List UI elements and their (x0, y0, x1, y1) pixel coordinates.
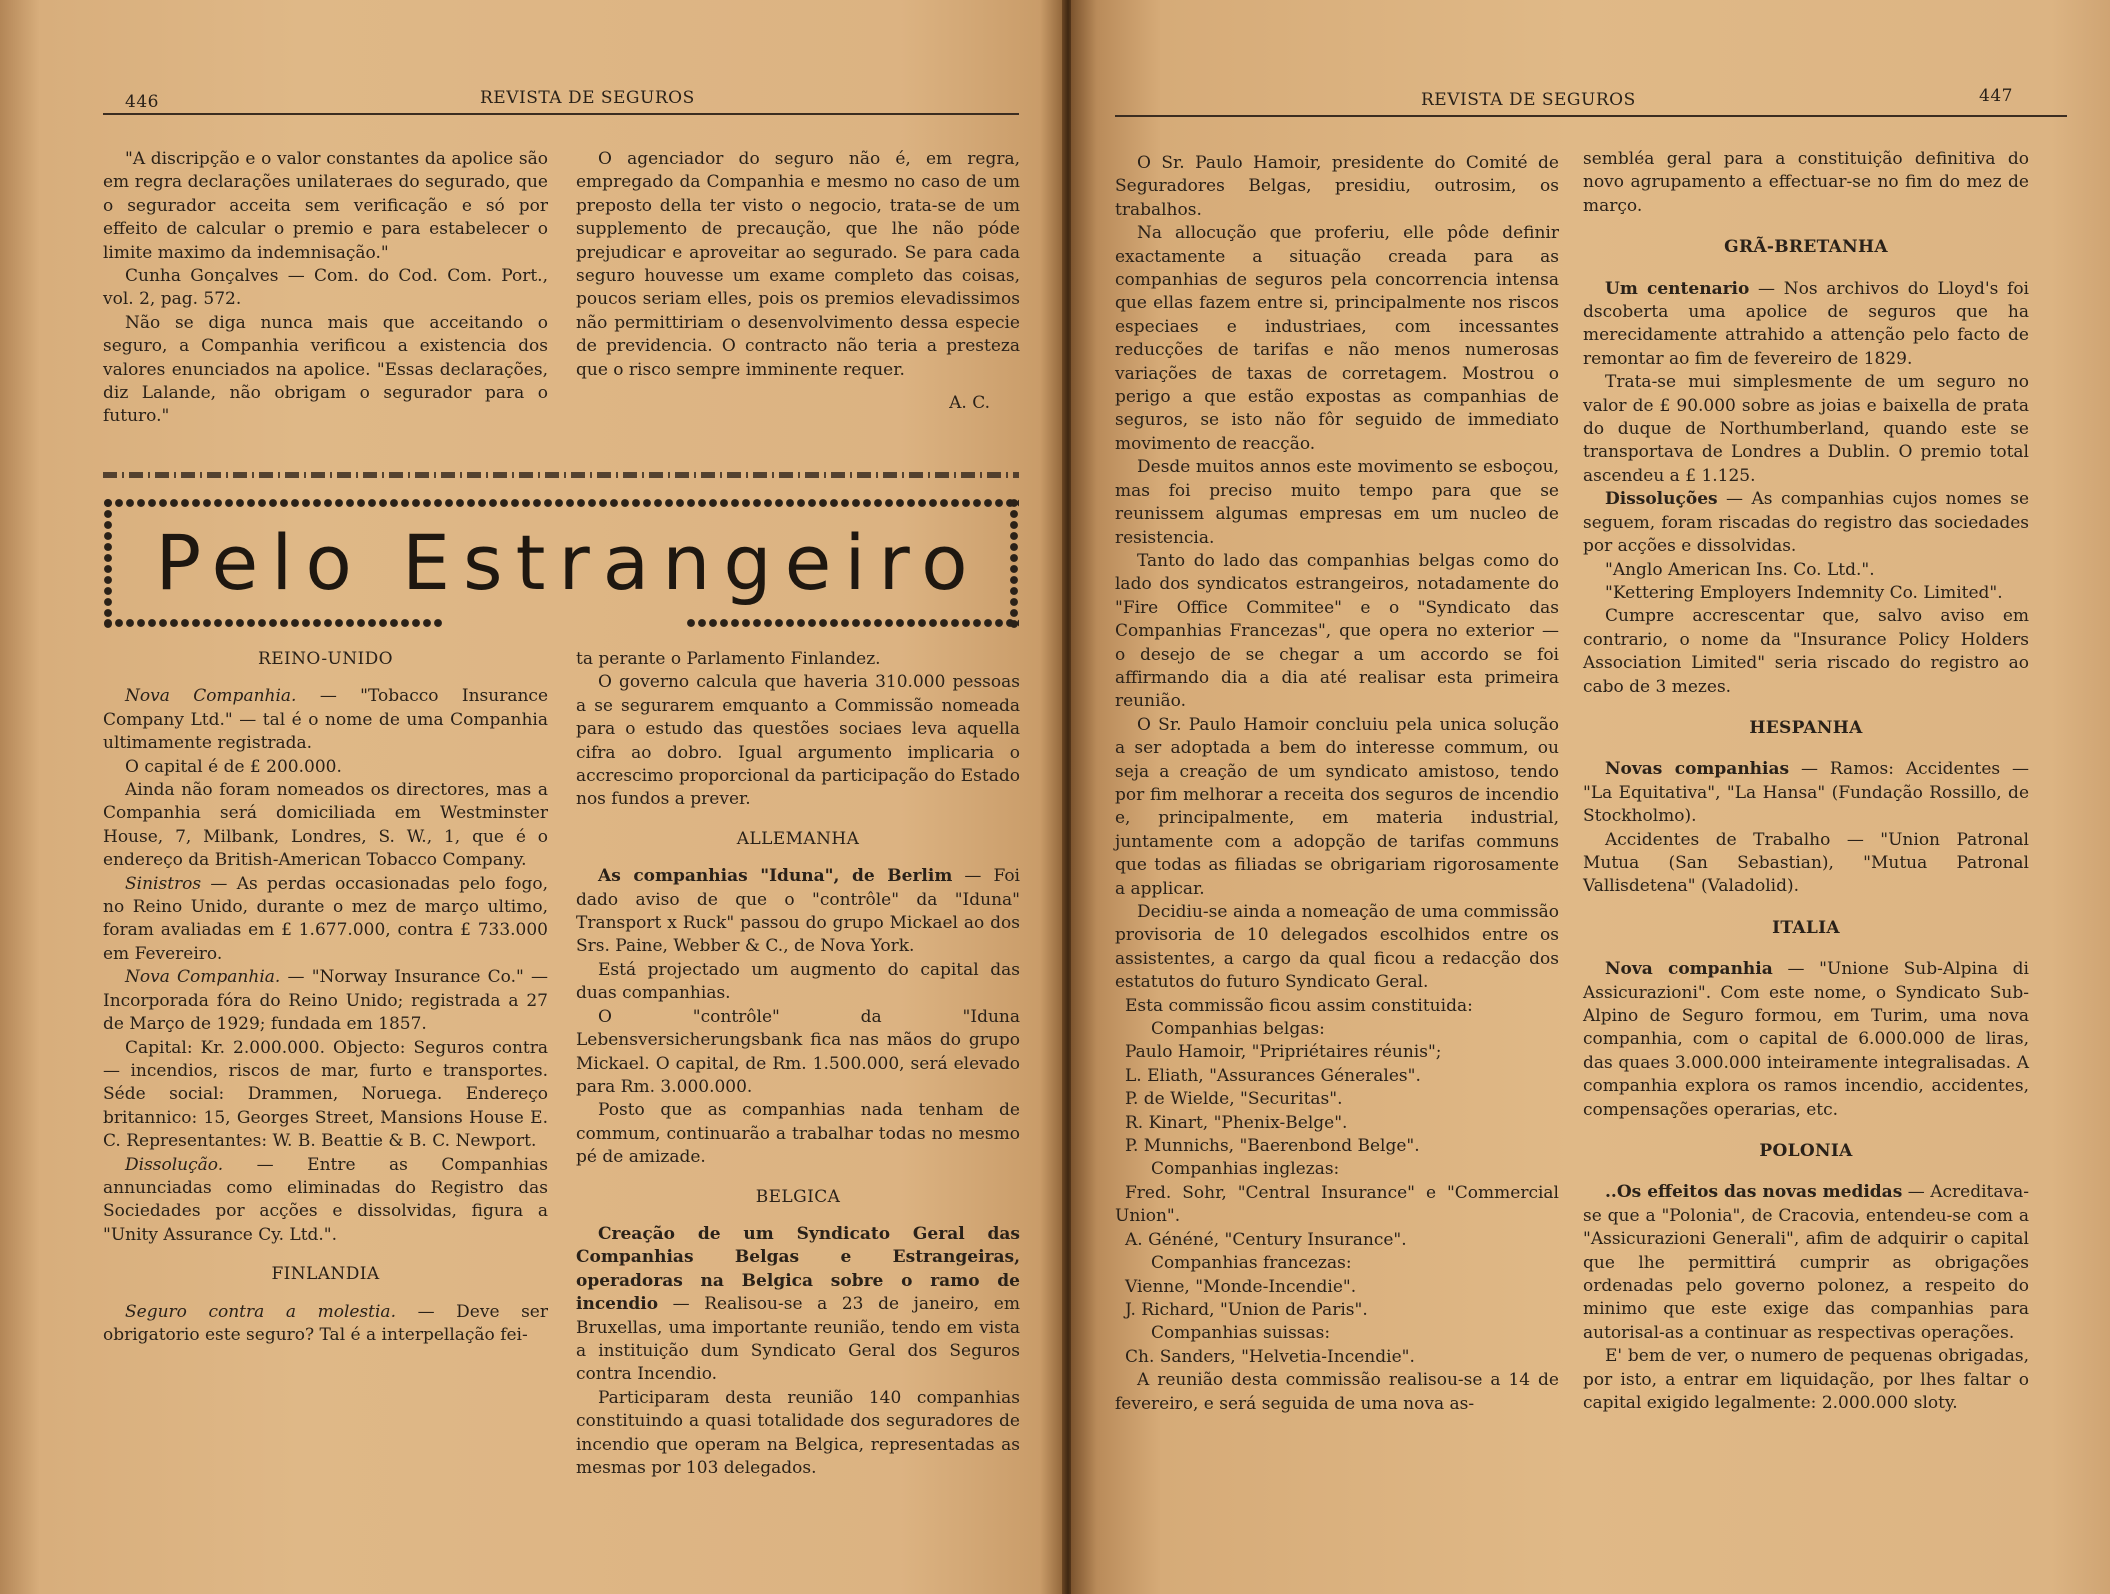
running-head-right: REVISTA DE SEGUROS (1421, 90, 1636, 110)
list-companhias-inglezas: Companhias inglezas: (1151, 1159, 1340, 1180)
northumberland-paragraph: Trata-se mui simplesmente de um seguro no valor de £ 90.000 sobre as joias e baixella de prata do duque de Northumberland, quando este se transportava de Londres a Dublin. O premio total ascendeu a £ 1.125. (1583, 372, 2029, 486)
belgica-participaram-paragraph: Participaram desta reunião 140 companhias constituindo a quasi totalidade dos seguradores de incendio que operam na Belgica, representadas as mesmas por 103 delegados. (576, 1387, 1020, 1478)
section-divider (103, 472, 1019, 478)
iduna-controle-paragraph: O "contrôle" da "Iduna Lebensversicherungsbank fica nas mãos do grupo Mickael. O capital, de Rm. 1.500.000, será elevado para Rm. 3.000.000. (576, 1006, 1020, 1097)
bead-border-left (103, 498, 113, 628)
list-vienne: Vienne, "Monde-Incendie". (1125, 1276, 1357, 1297)
list-munnichs: P. Munnichs, "Baerenbond Belge". (1125, 1136, 1420, 1157)
caption-italia: ITALIA (1772, 917, 1840, 938)
signature: A. C. (949, 393, 990, 414)
list-wielde: P. de Wielde, "Securitas". (1125, 1089, 1343, 1110)
citation-paragraph: Cunha Gonçalves — Com. do Cod. Com. Port., vol. 2, pag. 572. (103, 266, 548, 310)
left-col1-bottom (103, 648, 548, 1347)
text-nova-companhia-italia: — "Unione Sub-Alpina di Assicurazioni". Com este nome, o Syndicato Sub-Alpino de Seguro formou, em Turim, uma nova companhia, com o capital de 6.000.000 de liras, das quaes 3.000.000 inteiramente integralisadas. A companhia explora os ramos incendio, accidentes, compensações operarias, etc. (1583, 959, 2029, 1120)
text-dissolucao: — Entre as Companhias annunciadas como eliminadas do Registro das Sociedades por acções e dissolvidas, figura a "Unity Assurance Cy. Ltd.". (103, 1154, 548, 1245)
text-belgica: — Realisou-se a 23 de janeiro, em Bruxellas, uma importante reunião, tendo em vista a instituição dum Syndicato Geral dos Seguros contra Incendio. (576, 1294, 1020, 1385)
assembleia-continuation: sembléa geral para a constituição definitiva do novo agrupamento a effectuar-se no fim do mez de março. (1583, 149, 2029, 216)
hamoir-presidiu: O Sr. Paulo Hamoir, presidente do Comité de Seguradores Belgas, presidiu, outrosim, os trabalhos. (1115, 153, 1559, 220)
list-genene: A. Généné, "Century Insurance". (1125, 1229, 1407, 1250)
header-rule-left (103, 113, 1019, 115)
directores-paragraph: Ainda não foram nomeados os directores, mas a Companhia será domiciliada em Westminster House, 7, Milbank, Londres, S. W., 1, que é o endereço da British-American Tobacco Company. (103, 780, 548, 871)
centenario-paragraph (1583, 278, 2029, 372)
caption-polonia: POLONIA (1759, 1141, 1853, 1162)
list-companhias-belgas: Companhias belgas: (1151, 1019, 1325, 1040)
governo-paragraph: O governo calcula que haveria 310.000 pessoas a se segurarem emquanto a Commissão nomeada para o estudo das questões sociaes leva aquella cifra ao dobro. Igual argumento implicaria o accrescimo proporcional da participação do Estado nos fundos a prever. (576, 672, 1020, 810)
running-head-left: REVISTA DE SEGUROS (480, 88, 695, 108)
capital-paragraph: O capital é de £ 200.000. (125, 756, 342, 777)
sinistros-paragraph (103, 873, 548, 967)
text-nova-companhia-2: — "Norway Insurance Co." — Incorporada fóra do Reino Unido; registrada a 27 de Março de 1929; fundada em 1857. (103, 967, 548, 1035)
kettering: "Kettering Employers Indemnity Co. Limited". (1605, 582, 2003, 603)
right-col1 (1115, 152, 1559, 1416)
caption-hespanha: HESPANHA (1749, 717, 1863, 738)
lead-belgica: Creação de um Syndicato Geral das Companhias Belgas e Estrangeiras, operadoras na Belgica sobre o ramo de incendio (576, 1223, 1020, 1315)
lead-novas-companhias: Novas companhias (1605, 759, 1790, 780)
polonia-paragraph (1583, 1181, 2029, 1345)
agenciador-paragraph: O agenciador do seguro não é, em regra, empregado da Companhia e mesmo no caso de um preposto della ter visto o negocio, trata-se de um supplemento de precaução, que lhe não póde prejudicar e aproveitar ao segurado. Se para cada seguro houvesse um exame completo das coisas, poucos seriam elles, pois os premios elevadissimos não permittiriam o desenvolvimento dessa especie de previdencia. O contracto não teria a presteza que o risco sempre imminente requer. (576, 149, 1020, 380)
text-dissolucoes: — As companhias cujos nomes se seguem, foram riscadas do registro das sociedades por acções e dissolvidas. (1583, 489, 2030, 557)
nova-companhia-tobacco (103, 685, 548, 755)
text-sinistros: — As perdas occasionadas pelo fogo, no Reino Unido, durante o mez de março ultimo, foram avaliadas em £ 1.677.000, contra £ 733.000 em Fevereiro. (103, 873, 548, 964)
allocucao-paragraph: Na allocução que proferiu, elle pôde definir exactamente a situação creada para as companhias de seguros pela concorrencia intensa que ellas fazem entre si, principalmente nos riscos especiaes e industriaes, com incessantes reducções de tarifas e não menos numerosas variações de taxas de corretagem. Mostrou o perigo a que estão expostas as companhias de seguros, se isto não fôr seguido de immediato movimento de reacção. (1115, 223, 1559, 454)
list-sanders: Ch. Sanders, "Helvetia-Incendie". (1125, 1346, 1415, 1367)
commissao-constituida: Esta commissão ficou assim constituida: (1125, 995, 1473, 1016)
lead-centenario: Um centenario (1605, 278, 1750, 299)
lead-nova-companhia-italia: Nova companhia (1605, 959, 1773, 980)
list-richard: J. Richard, "Union de Paris". (1125, 1299, 1368, 1320)
caption-reino-unido: REINO-UNIDO (258, 649, 393, 669)
left-col2-bottom (576, 648, 1020, 1480)
page-number-right: 447 (1979, 86, 2013, 106)
text-seguro-molestia: — Deve ser obrigatorio este seguro? Tal é a interpellação fei- (103, 1301, 548, 1345)
movimento-paragraph: Desde muitos annos este movimento se esboçou, mas foi preciso muito tempo para que se reunissem algumas empresas em um nucleo de resistencia. (1115, 457, 1559, 548)
list-kinart: R. Kinart, "Phenix-Belge". (1125, 1112, 1348, 1133)
left-col1-top (103, 148, 548, 429)
lalande-paragraph: Não se diga nunca mais que acceitando o seguro, a Companhia verificou a existencia dos valores enunciados na apolice. "Essas declarações, diz Lalande, não obrigam o segurador para o futuro." (103, 312, 548, 427)
belgica-paragraph (576, 1223, 1020, 1387)
lead-iduna: As companhias "Iduna", de Berlim (598, 866, 953, 887)
iduna-paragraph (576, 865, 1020, 959)
lead-sinistros: Sinistros (125, 873, 202, 894)
unione-paragraph (1583, 958, 2029, 1122)
bead-border-top (103, 498, 1019, 508)
list-eliath: L. Eliath, "Assurances Génerales". (1125, 1065, 1421, 1086)
lead-dissolucoes: Dissoluções (1605, 489, 1718, 510)
bead-border-bottom-left (103, 618, 445, 628)
section-title-box (103, 498, 1019, 628)
dissolucao-paragraph (103, 1154, 548, 1248)
list-companhias-suissas: Companhias suissas: (1151, 1323, 1331, 1344)
bead-border-right (1009, 498, 1019, 628)
quote-paragraph: "A discripção e o valor constantes da apolice são em regra declarações unilateraes do segurado, que o segurador acceita sem verificação e só por effeito de calcular o premio e para estabelecer o limite maximo da indemnisação." (103, 149, 548, 263)
caption-gra-bretanha: GRÃ-BRETANHA (1724, 237, 1888, 258)
right-page (1071, 0, 2110, 1594)
text-centenario: — Nos archivos do Lloyd's foi dscoberta uma apolice de seguros que ha merecidamente attrahido a attenção pelo facto de remontar ao fim de fevereiro de 1829. (1583, 278, 2029, 369)
text-effeitos: — Acreditava-se que a "Polonia", de Cracovia, entendeu-se com a "Assicurazioni Generali", afim de adquirir o capital que lhe permittirá cumprir as obrigações ordenadas pelo governo polonez, a respeito do minimo que este exige das companhias para autorisal-as a continuar as respectivas operações. (1583, 1182, 2029, 1343)
left-col2-top (576, 148, 1020, 415)
iduna-capital-paragraph: Está projectado um augmento do capital das duas companhias. (576, 959, 1020, 1004)
list-companhias-francezas: Companhias francezas: (1151, 1253, 1352, 1274)
lead-nova-companhia: Nova Companhia. (125, 686, 297, 707)
text-iduna: — Foi dado aviso de que o "contrôle" da "Iduna" Transport x Ruck" passou do grupo Mickael ao dos Srs. Paine, Webber & C., de Nova York. (576, 866, 1020, 957)
finlandia-paragraph (103, 1301, 548, 1348)
lead-seguro-molestia: Seguro contra a molestia. (125, 1301, 396, 1322)
text-nova-companhia: — "Tobacco Insurance Company Ltd." — tal é o nome de uma Companhia ultimamente registrada. (103, 686, 548, 754)
caption-allemanha: ALLEMANHA (736, 828, 860, 849)
commissao-paragraph: Decidiu-se ainda a nomeação de uma commissão provisoria de 10 delegados escolhidos entre os assistentes, a cargo da qual ficou a redacção dos estatutos do futuro Syndicato Geral. (1115, 902, 1559, 993)
lead-dissolucao: Dissolução. (125, 1154, 224, 1175)
list-sohr: Fred. Sohr, "Central Insurance" e "Commercial Union". (1115, 1182, 1559, 1227)
solucao-paragraph: O Sr. Paulo Hamoir concluiu pela unica solução a ser adoptada a bem do interesse commum, ou seja a creação de um syndicato amistoso, tendo por fim melhorar a receita dos seguros de incendio e, principalmente, em materia industrial, juntamente com a adopção de tarifas communs que todas as filiadas se obrigariam rigorosamente a applicar. (1115, 714, 1559, 899)
anglo-american: "Anglo American Ins. Co. Ltd.". (1605, 559, 1875, 580)
text-novas-companhias: — Ramos: Accidentes — "La Equitativa", "La Hansa" (Fundação Rossillo, de Stockholmo). (1583, 759, 2030, 827)
nova-companhia-norway (103, 966, 548, 1036)
caption-finlandia: FINLANDIA (271, 1264, 380, 1285)
right-col2 (1583, 148, 2029, 1416)
novas-companhias-paragraph (1583, 758, 2029, 828)
capital-norway-paragraph: Capital: Kr. 2.000.000. Objecto: Seguros contra — incendios, riscos de mar, furto e transportes. Séde social: Drammen, Noruega. Endereço britannico: 15, Georges Street, Mansions House E. C. Representantes: W. B. Beattie & B. C. Newport. (103, 1037, 548, 1152)
policy-holders-paragraph: Cumpre accrescentar que, salvo aviso em contrario, o nome da "Insurance Policy Holders Association Limited" seria riscado do registro ao cabo de 3 mezes. (1583, 606, 2029, 697)
list-hamoir: Paulo Hamoir, "Pripriétaires réunis"; (1125, 1042, 1442, 1063)
caption-belgica: BELGICA (755, 1186, 841, 1207)
reuniao-paragraph: A reunião desta commissão realisou-se a 14 de fevereiro, e será seguida de uma nova as- (1115, 1370, 1559, 1414)
header-rule-right (1115, 115, 2067, 117)
bead-border-bottom-right (686, 618, 1019, 628)
dissolucoes-paragraph (1583, 488, 2029, 558)
page-number-left: 446 (125, 92, 159, 112)
lead-effeitos: ..Os effeitos das novas medidas (1605, 1182, 1903, 1203)
accidentes-trabalho-paragraph: Accidentes de Trabalho — "Union Patronal Mutua (San Sebastian), "Mutua Patronal Vallisdetena" (Valadolid). (1583, 829, 2029, 897)
section-title: Pelo Estrangeiro (155, 518, 981, 607)
lead-nova-companhia-2: Nova Companhia. (125, 967, 281, 988)
syndicatos-paragraph: Tanto do lado das companhias belgas como do lado dos syndicatos estrangeiros, notadamente do "Fire Office Commitee" e o "Syndicato das Companhias Francezas", que opera no exterior — o desejo de se chegar a um accordo se foi affirmando dia a dia até realisar esta primeira reunião. (1115, 550, 1559, 712)
finlandia-continuation: ta perante o Parlamento Finlandez. (576, 649, 881, 669)
liquidacao-paragraph: E' bem de ver, o numero de pequenas obrigadas, por isto, a entrar em liquidação, por lhes faltar o capital exigido legalmente: 2.000.000 sloty. (1583, 1346, 2029, 1414)
iduna-amizade-paragraph: Posto que as companhias nada tenham de commum, continuarão a trabalhar todas no mesmo pé de amizade. (576, 1100, 1020, 1168)
